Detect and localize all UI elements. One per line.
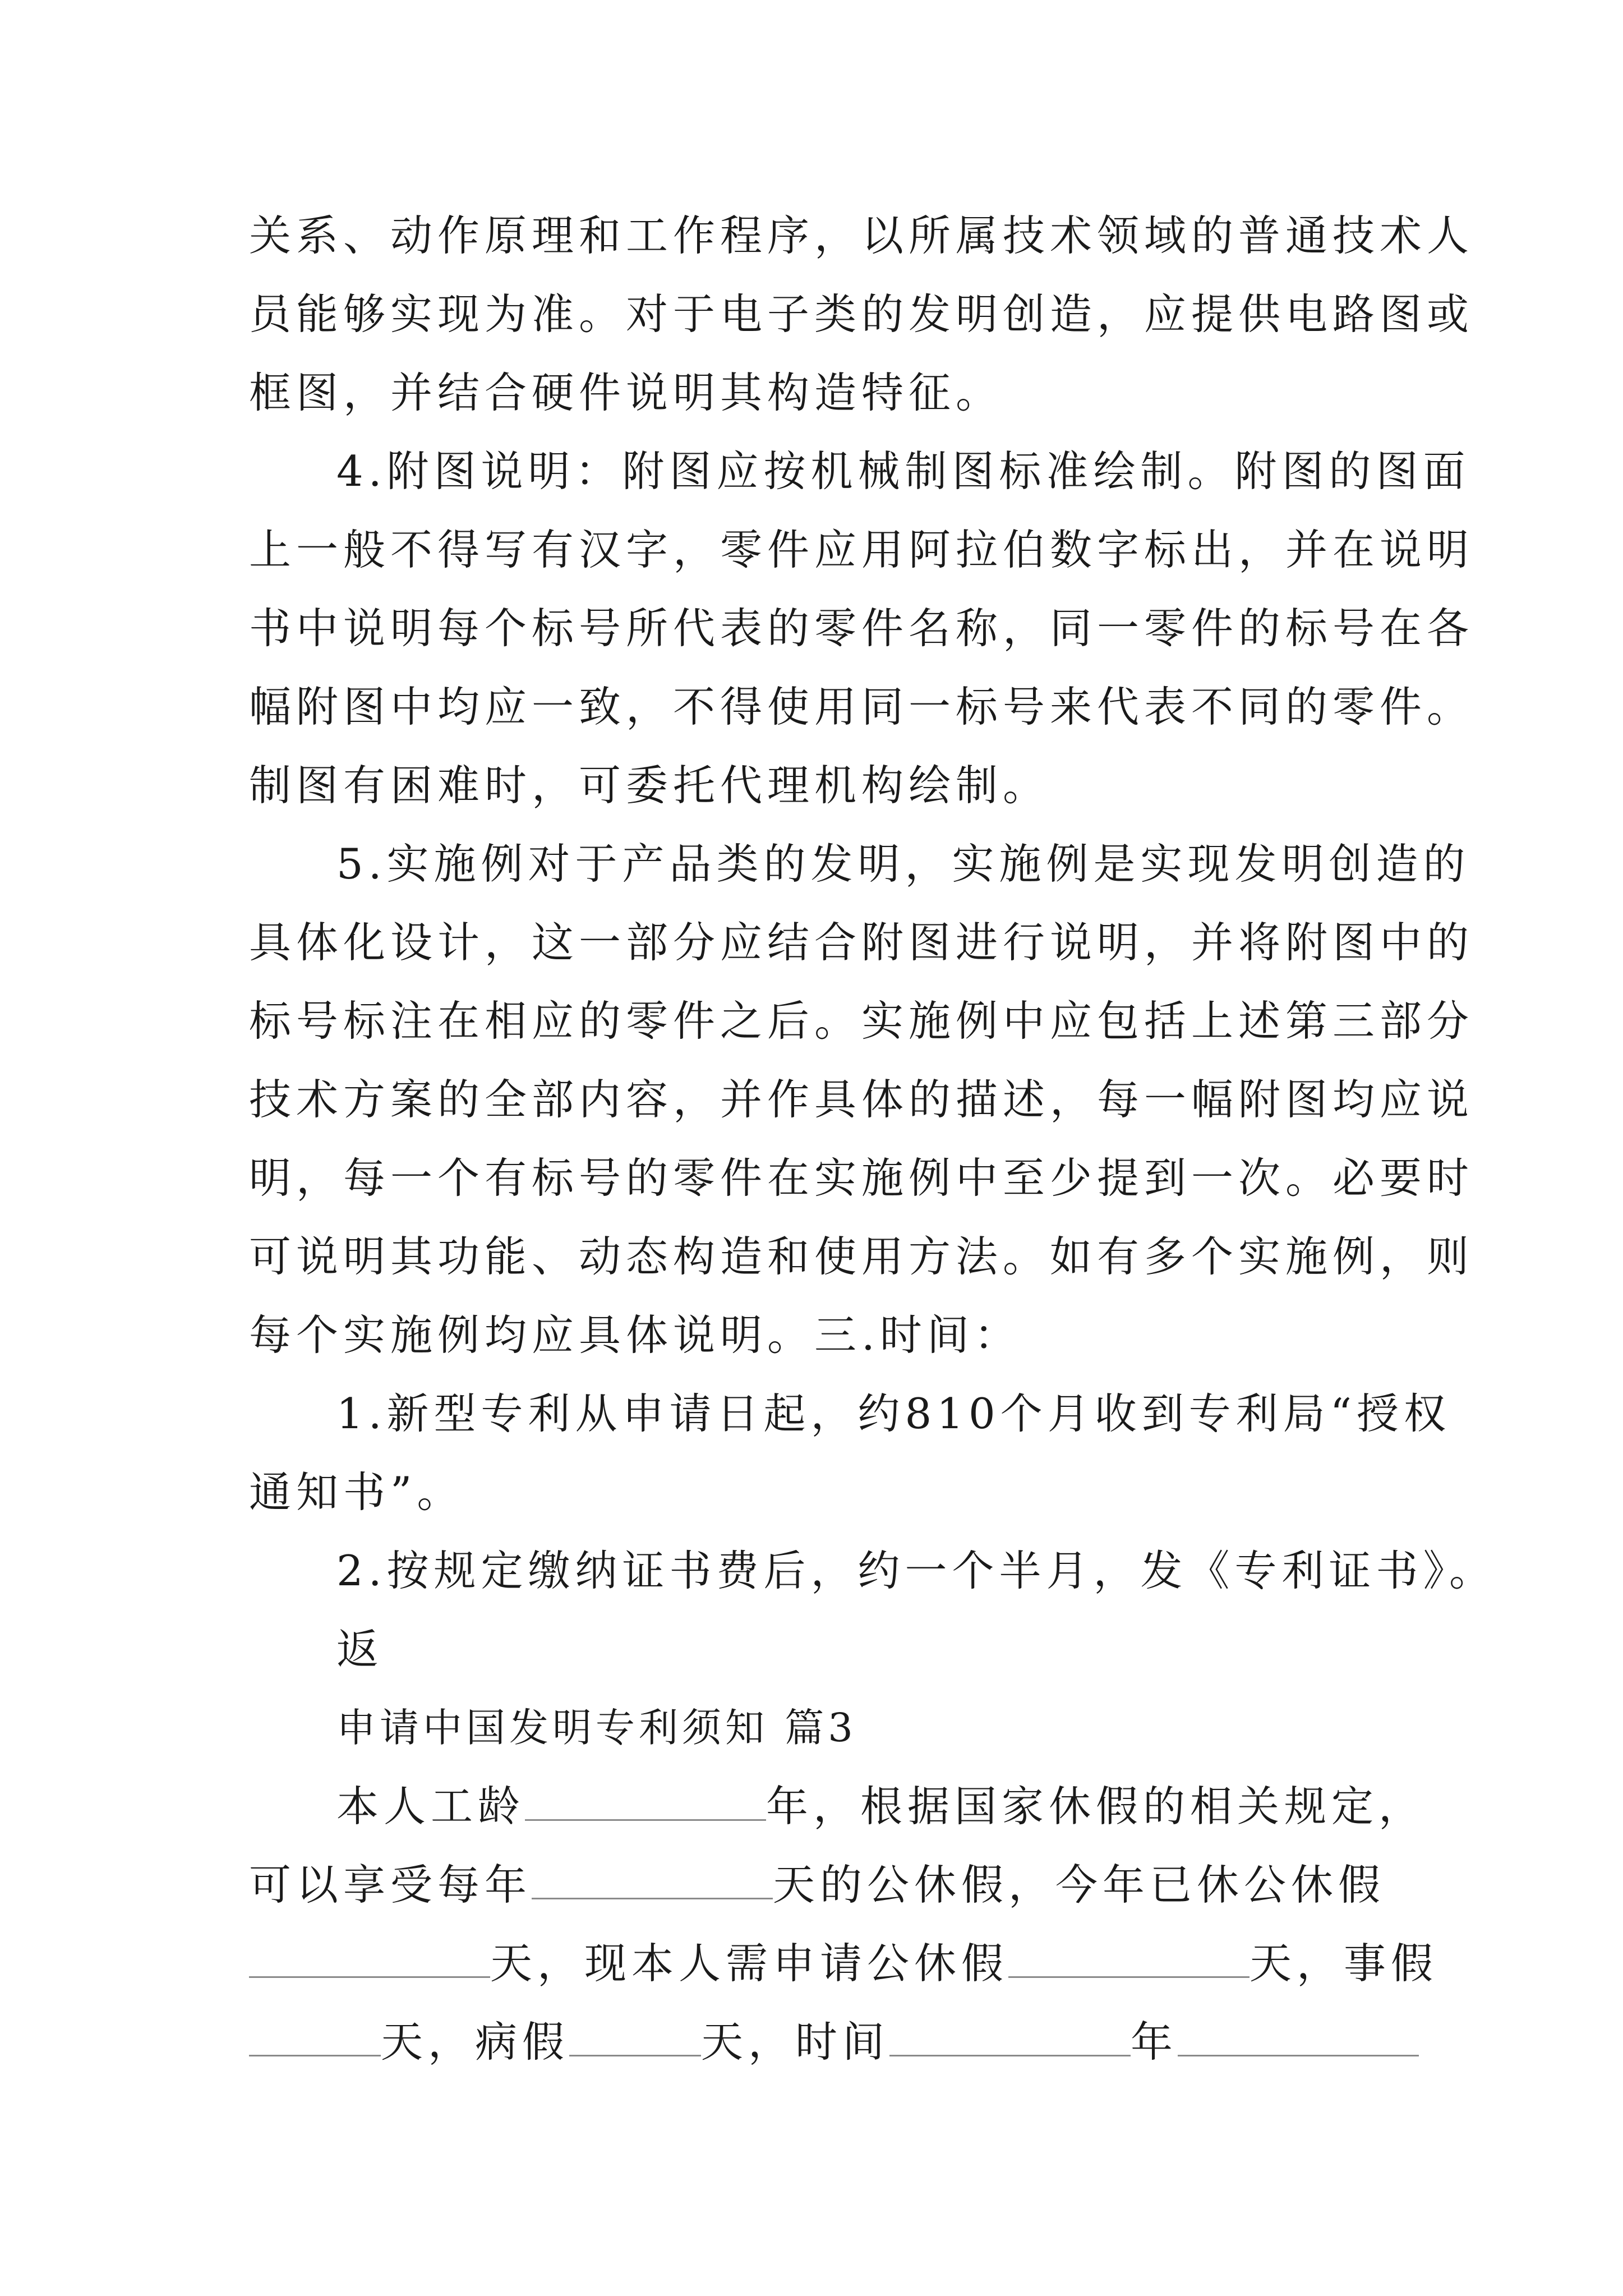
paragraph-line: 明，每一个有标号的零件在实施例中至少提到一次。必要时: [249, 1153, 1474, 1203]
fill-in-blank[interactable]: [532, 1858, 773, 1899]
form-line: [0, 1935, 1623, 1991]
fill-in-blank[interactable]: [889, 2016, 1131, 2056]
form-line: [0, 1857, 1623, 1913]
form-text: 天的公休假，今年已休公休假: [773, 1860, 1386, 1910]
paragraph-line: 1.新型专利从申请日起，约810个月收到专利局“授权: [336, 1389, 1451, 1438]
form-text: 天，病假: [381, 2017, 570, 2067]
form-text: 天，现本人需申请公休假: [490, 1939, 1009, 1988]
form-text: 年，根据国家休假的相关规定，: [766, 1782, 1426, 1831]
form-text: 本人工龄: [336, 1782, 525, 1831]
form-text: 天，事假: [1249, 1939, 1438, 1988]
paragraph-line: 员能够实现为准。对于电子类的发明创造，应提供电路图或: [249, 289, 1474, 339]
fill-in-blank[interactable]: [249, 2016, 381, 2056]
paragraph-line: 具体化设计，这一部分应结合附图进行说明，并将附图中的: [249, 918, 1474, 967]
paragraph-line: 返: [336, 1625, 384, 1674]
form-text: 天，时间: [701, 2017, 890, 2067]
fill-in-blank[interactable]: [525, 1780, 766, 1821]
fill-in-blank[interactable]: [249, 1937, 490, 1978]
paragraph-line: 标号标注在相应的零件之后。实施例中应包括上述第三部分: [249, 996, 1474, 1046]
paragraph-line: 可说明其功能、动态构造和使用方法。如有多个实施例，则: [249, 1232, 1474, 1281]
fill-in-blank[interactable]: [569, 2016, 701, 2056]
paragraph-line: 关系、动作原理和工作程序，以所属技术领域的普通技术人: [249, 211, 1474, 260]
paragraph-line: 2.按规定缴纳证书费后，约一个半月，发《专利证书》。: [336, 1546, 1497, 1595]
paragraph-line: 书中说明每个标号所代表的零件名称，同一零件的标号在各: [249, 604, 1474, 653]
fill-in-blank[interactable]: [1178, 2016, 1419, 2056]
paragraph-line: 幅附图中均应一致，不得使用同一标号来代表不同的零件。: [249, 682, 1474, 731]
paragraph-line: 框图，并结合硬件说明其构造特征。: [249, 368, 1003, 417]
fill-in-blank[interactable]: [1008, 1937, 1249, 1978]
paragraph-line: 4.附图说明：附图应按机械制图标准绘制。附图的图面: [336, 447, 1470, 496]
paragraph-line: 5.实施例对于产品类的发明，实施例是实现发明创造的: [336, 839, 1470, 889]
form-line: [0, 2014, 1623, 2070]
paragraph-line: 每个实施例均应具体说明。三.时间：: [249, 1310, 1021, 1360]
form-text: 可以享受每年: [249, 1860, 532, 1910]
section-heading: 申请中国发明专利须知 篇3: [336, 1705, 857, 1751]
form-text: 年: [1131, 2017, 1178, 2067]
form-line: [0, 1778, 1623, 1834]
paragraph-line: 上一般不得写有汉字，零件应用阿拉伯数字标出，并在说明: [249, 525, 1474, 574]
paragraph-line: 通知书”。: [249, 1467, 464, 1517]
paragraph-line: 技术方案的全部内容，并作具体的描述，每一幅附图均应说: [249, 1075, 1474, 1124]
paragraph-line: 制图有困难时，可委托代理机构绘制。: [249, 761, 1050, 810]
